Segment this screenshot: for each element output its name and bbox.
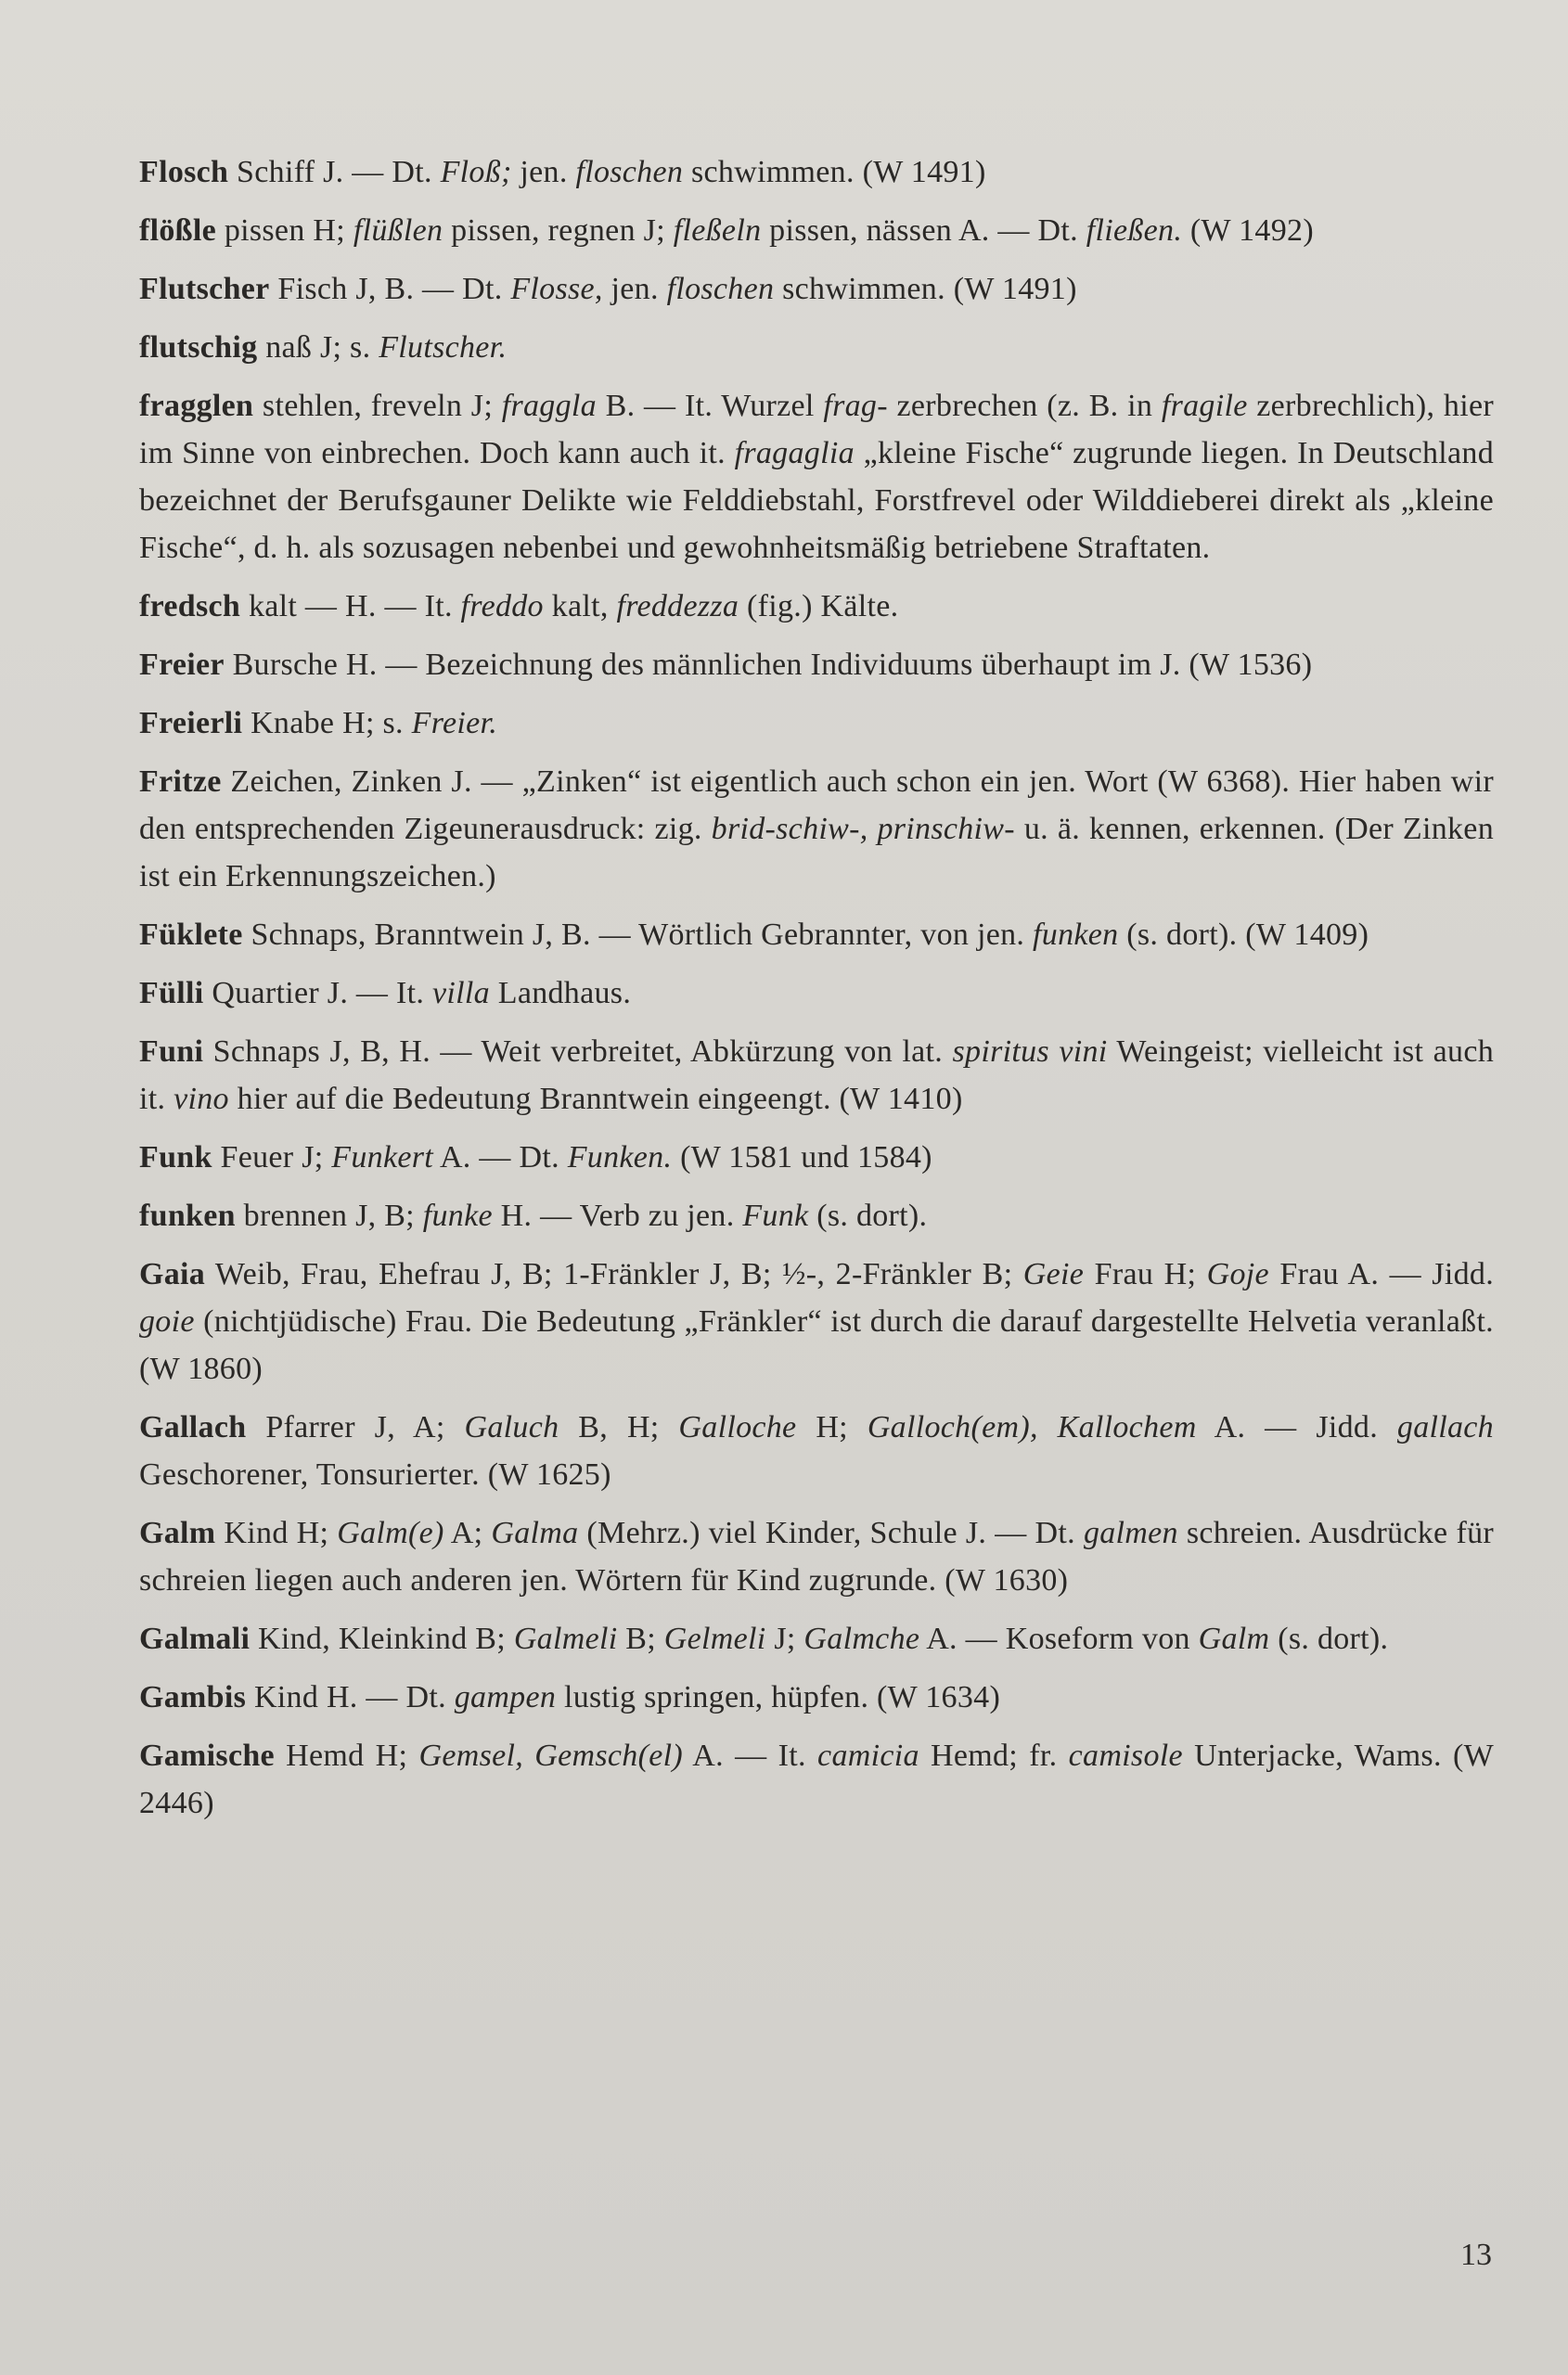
- lemma: fredsch: [139, 589, 241, 623]
- entry-galm: Galm Kind H; Galm(e) A; Galma (Mehrz.) viel Kinder, Schule J. — Dt. galmen schreien. Ausdrücke für schreien liegen auch anderen jen. Wörtern für Kind zugrunde. (W 1630): [139, 1516, 1495, 1598]
- entry-funken: funken brennen J, B; funke H. — Verb zu jen. Funk (s. dort).: [139, 1199, 928, 1233]
- lemma: Gaia: [139, 1257, 206, 1291]
- entry-flutschig: flutschig naß J; s. Flutscher.: [139, 330, 508, 365]
- entry-floessle: flößle pissen H; flüßlen pissen, regnen J; fleßeln pissen, nässen A. — Dt. fließen. (W 1492): [139, 213, 1314, 248]
- entry-freier: Freier Bursche H. — Bezeichnung des männlichen Individuums überhaupt im J. (W 1536): [139, 648, 1313, 682]
- lemma: Galm: [139, 1516, 216, 1550]
- lemma: Gallach: [139, 1410, 247, 1444]
- lemma: fragglen: [139, 389, 254, 423]
- lemma: Flosch: [139, 155, 229, 189]
- entry-gaia: Gaia Weib, Frau, Ehefrau J, B; 1-Fränkler J, B; ½-, 2-Fränkler B; Geie Frau H; Goje Frau A. — Jidd. goie (nichtjüdische) Frau. Die Bedeutung „Fränkler“ ist durch die darauf dargestellte Helvetia veranlaßt. (W 1860): [139, 1257, 1494, 1386]
- lemma: Freier: [139, 648, 225, 682]
- entry-fueklete: Füklete Schnaps, Branntwein J, B. — Wörtlich Gebrannter, von jen. funken (s. dort). (W 1409): [139, 918, 1369, 952]
- page-number: 13: [1460, 2238, 1492, 2272]
- entry-freierli: Freierli Knabe H; s. Freier.: [139, 706, 498, 740]
- lemma: Freierli: [139, 706, 243, 740]
- entry-flutscher: Flutscher Fisch J, B. — Dt. Flosse, jen. floschen schwimmen. (W 1491): [139, 272, 1077, 306]
- entry-funi: Funi Schnaps J, B, H. — Weit verbreitet, Abkürzung von lat. spiritus vini Weingeist; vielleicht ist auch it. vino hier auf die Bedeutung Branntwein eingeengt. (W 1410): [139, 1034, 1495, 1116]
- lemma: flutschig: [139, 330, 258, 365]
- entry-gamische: Gamische Hemd H; Gemsel, Gemsch(el) A. — It. camicia Hemd; fr. camisole Unterjacke, Wams. (W 2446): [139, 1739, 1494, 1820]
- entry-gallach: Gallach Pfarrer J, A; Galuch B, H; Galloche H; Galloch(em), Kallochem A. — Jidd. gallach Geschorener, Tonsurierter. (W 1625): [139, 1410, 1494, 1492]
- lemma: funken: [139, 1199, 236, 1233]
- entry-galmali: Galmali Kind, Kleinkind B; Galmeli B; Gelmeli J; Galmche A. — Koseform von Galm (s. dort).: [139, 1622, 1389, 1656]
- entry-fragglen: fragglen stehlen, freveln J; fraggla B. — It. Wurzel frag- zerbrechen (z. B. in fragile zerbrechlich), hier im Sinne von einbrechen. Doch kann auch it. fragaglia „kleine Fische“ zugrunde liegen. In Deutschland bezeichnet der Berufsgauner Delikte wie Felddiebstahl, Forstfrevel oder Wilddieberei direkt als „kleine Fische“, d. h. als sozusagen nebenbei und gewohnheitsmäßig betriebene Straftaten.: [139, 389, 1495, 565]
- entry-flosch: Flosch Schiff J. — Dt. Floß; jen. floschen schwimmen. (W 1491): [139, 155, 986, 189]
- lemma: Fritze: [139, 764, 222, 799]
- entry-fritze: Fritze Zeichen, Zinken J. — „Zinken“ ist eigentlich auch schon ein jen. Wort (W 6368). Hier haben wir den entsprechenden Zigeunerausdruck: zig. brid-schiw-, prinschiw- u. ä. kennen, erkennen. (Der Zinken ist ein Erkennungszeichen.): [139, 764, 1494, 893]
- lemma: Flutscher: [139, 272, 270, 306]
- entry-fuelli: Fülli Quartier J. — It. villa Landhaus.: [139, 976, 632, 1010]
- lemma: Funk: [139, 1140, 212, 1175]
- lemma: Füklete: [139, 918, 243, 952]
- entry-funk: Funk Feuer J; Funkert A. — Dt. Funken. (W 1581 und 1584): [139, 1140, 932, 1175]
- lemma: Fülli: [139, 976, 204, 1010]
- lemma: Gamische: [139, 1739, 275, 1773]
- entry-fredsch: fredsch kalt — H. — It. freddo kalt, freddezza (fig.) Kälte.: [139, 589, 899, 623]
- dictionary-entries: [139, 148, 1494, 1838]
- lemma: Funi: [139, 1034, 204, 1069]
- lemma: flößle: [139, 213, 217, 248]
- entry-gambis: Gambis Kind H. — Dt. gampen lustig springen, hüpfen. (W 1634): [139, 1680, 1001, 1714]
- lemma: Galmali: [139, 1622, 251, 1656]
- lemma: Gambis: [139, 1680, 247, 1714]
